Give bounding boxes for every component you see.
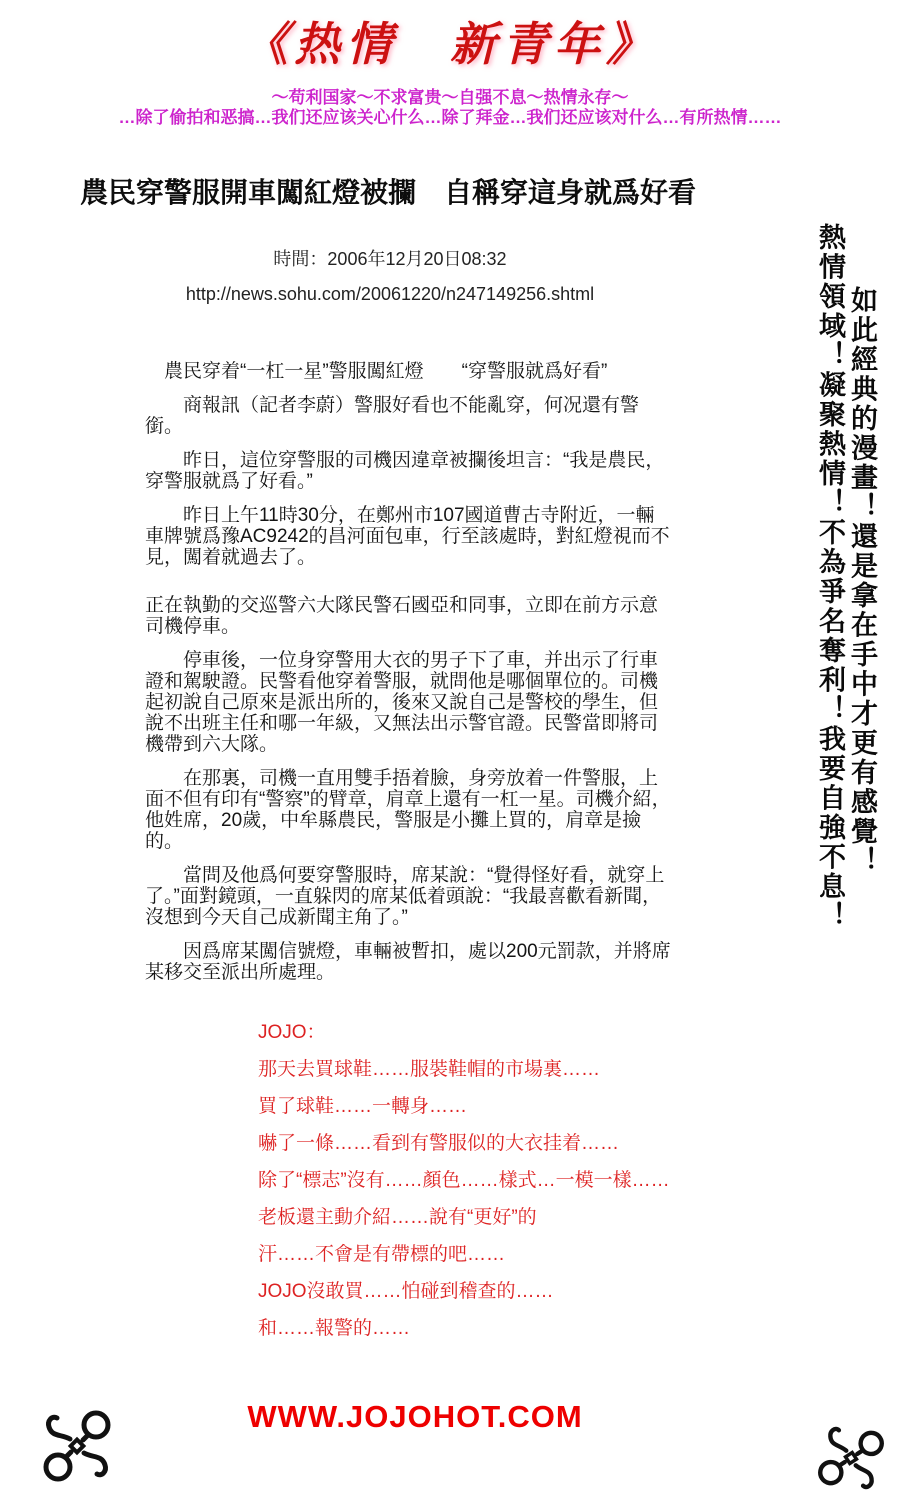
article-paragraph: 昨日上午11時30分，在鄭州市107國道曹古寺附近，一輛車牌號爲豫AC9242的昌河面包車，行至該處時，對紅燈視而不見，闖着就過去了。 <box>145 505 670 568</box>
footer <box>0 1399 900 1435</box>
translator-comments <box>258 1023 900 1339</box>
article-paragraph: 當問及他爲何要穿警服時，席某說：“覺得怪好看，就穿上了。”面對鏡頭，一直躲閃的席某低着頭說：“我最喜歡看新聞，沒想到今天自己成新聞主角了。” <box>145 865 665 928</box>
article-paragraph: 商報訊（記者李蔚）警服好看也不能亂穿，何况還有警銜。 <box>145 395 640 437</box>
pinwheel-ornament-icon <box>25 1396 129 1496</box>
comment-line: 老板還主動介紹……說有“更好”的 <box>258 1207 537 1228</box>
article-paragraph: 在那裏，司機一直用雙手捂着臉，身旁放着一件警服，上面不但有印有“警察”的臂章，肩章上還有一杠一星。司機介紹，他姓席，20歲，中牟縣農民，警服是小攤上買的，肩章是撿的。 <box>145 768 671 852</box>
masthead-motto: ～苟利国家～不求富贵～自强不息～热情永存～ <box>271 88 629 107</box>
article-source-url: http://news.sohu.com/20061220/n247149256.shtml <box>185 284 595 304</box>
article-paragraph: 昨日，這位穿警服的司機因違章被攔後坦言：“我是農民，穿警服就爲了好看。” <box>145 450 665 492</box>
article <box>0 171 900 983</box>
vertical-slogan-inner: 如此經典的漫畫！還是拿在手中才更有感覺！ <box>847 286 877 876</box>
comment-line: 買了球鞋……一轉身…… <box>258 1096 468 1117</box>
comment-line: 和……報警的…… <box>258 1318 411 1339</box>
article-paragraph: 農民穿着“一杠一星”警服闖紅燈 “穿警服就爲好看” <box>164 361 608 382</box>
article-paragraph: 正在執勤的交巡警六大隊民警石國亞和同事，立即在前方示意司機停車。 <box>145 595 659 637</box>
article-body <box>145 361 673 983</box>
article-paragraph: 因爲席某闖信號燈，車輛被暫扣，處以200元罰款，并將席某移交至派出所處理。 <box>145 941 671 983</box>
masthead-tagline: …除了偷拍和恶搞…我们还应该关心什么…除了拜金…我们还应该对什么…有所热情…… <box>118 108 782 127</box>
article-headline: 農民穿警服開車闖紅燈被攔 自稱穿這身就爲好看 <box>80 177 697 208</box>
article-paragraph: 停車後，一位身穿警用大衣的男子下了車，并出示了行車證和駕駛證。民警看他穿着警服，就問他是哪個單位的。司機起初說自己原來是派出所的，後來又說自己是警校的學生，但說不出班主任和哪一年級，又無法出示警官證。民警當即將司機帶到六大隊。 <box>145 650 659 755</box>
vertical-slogan-outer: 熱情領域！凝聚熱情！不為爭名奪利！我要自強不息！ <box>815 223 845 931</box>
article-timestamp: 時間：2006年12月20日08:32 <box>273 249 507 269</box>
masthead <box>0 0 900 127</box>
comment-line: 汗……不會是有帶標的吧…… <box>258 1244 506 1265</box>
comment-line: 嚇了一條……看到有警服似的大衣挂着…… <box>258 1133 620 1154</box>
pinwheel-ornament-icon <box>798 1406 900 1510</box>
comment-line: JOJO沒敢買……怕碰到稽查的…… <box>258 1281 554 1302</box>
comment-line: 那天去買球鞋……服裝鞋帽的市場裏…… <box>258 1059 601 1080</box>
site-url: WWW.JOJOHOT.COM <box>247 1399 583 1434</box>
comment-line: 除了“標志”沒有……顏色……樣式…一模一樣…… <box>258 1170 670 1191</box>
magazine-title: 《热情 新青年》 <box>242 17 658 71</box>
comment-line: JOJO： <box>258 1022 326 1043</box>
